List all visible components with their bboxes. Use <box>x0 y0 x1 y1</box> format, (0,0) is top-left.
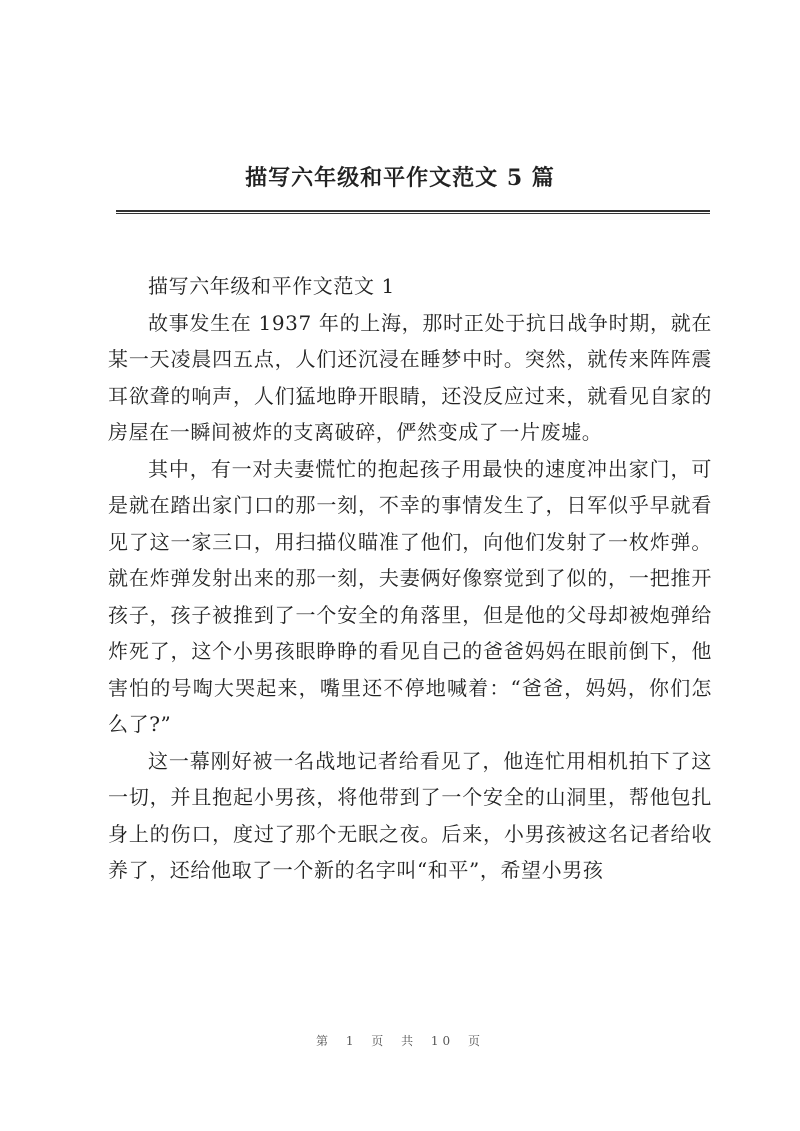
title-divider <box>116 210 710 214</box>
page-footer: 第 1 页 共 10 页 <box>316 1034 484 1048</box>
paragraph-2: 其中，有一对夫妻慌忙的抱起孩子用最快的速度冲出家门，可是就在踏出家门口的那一刻，不幸的事情发生了，日军似乎早就看见了这一家三口，用扫描仪瞄准了他们，向他们发射了一枚炸弹。就在炸弹发射出来的那一刻，夫妻俩好像察觉到了似的，一把推开孩子，孩子被推到了一个安全的角落里，但是他的父母却被炮弹给炸死了，这个小男孩眼睁睁的看见自己的爸爸妈妈在眼前倒下，他害怕的号啕大哭起来，嘴里还不停地喊着：“爸爸，妈妈，你们怎么了?” <box>108 456 712 736</box>
paragraph-1: 故事发生在 1937 年的上海，那时正处于抗日战争时期，就在某一天凌晨四五点，人们还沉浸在睡梦中时。突然，就传来阵阵震耳欲聋的响声，人们猛地睁开眼睛，还没反应过来，就看见自家的房屋在一瞬间被炸的支离破碎，俨然变成了一片废墟。 <box>108 310 712 444</box>
section-heading: 描写六年级和平作文范文 1 <box>148 274 395 298</box>
document-body <box>108 268 712 889</box>
document-title: 描写六年级和平作文范文 5 篇 <box>245 165 555 191</box>
paragraph-3: 这一幕刚好被一名战地记者给看见了，他连忙用相机拍下了这一切，并且抱起小男孩，将他带到了一个安全的山洞里，帮他包扎身上的伤口，度过了那个无眠之夜。后来，小男孩被这名记者给收养了，还给他取了一个新的名字叫“和平”，希望小男孩 <box>108 748 712 882</box>
